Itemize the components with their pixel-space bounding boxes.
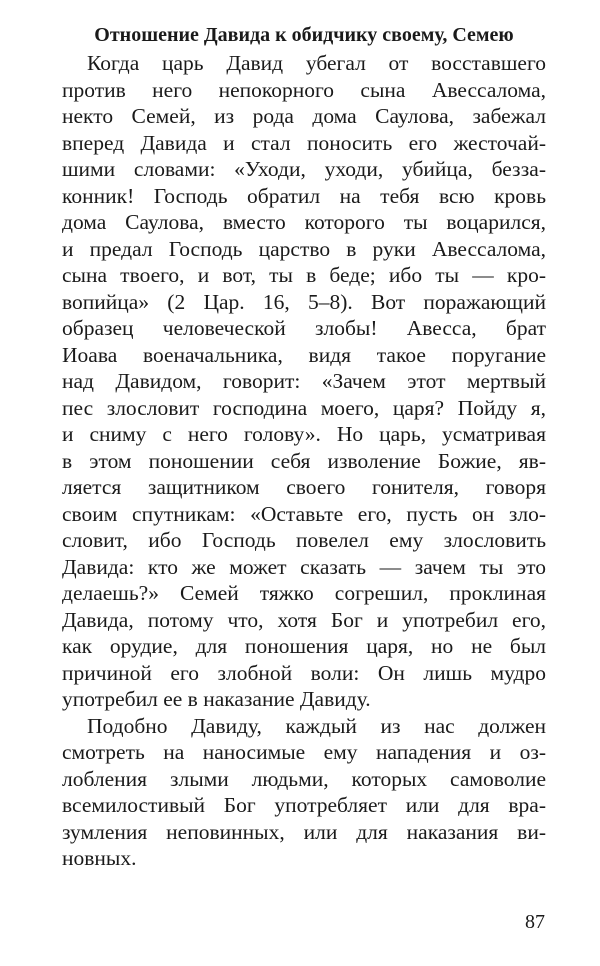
text-line: образец человеческой злобы! Авесса, брат: [62, 316, 546, 340]
text-line: некто Семей, из рода дома Саулова, забежал: [62, 104, 546, 128]
text-line: ляется защитником своего гонителя, говоря: [62, 475, 546, 499]
text-line: причиной его злобной воли: Он лишь мудро: [62, 660, 546, 685]
text-line: своим спутникам: «Оставьте его, пусть он зло-: [62, 501, 546, 526]
text-line: Давида, потому что, хотя Бог и употребил его,: [62, 607, 546, 632]
text-line: конник! Господь обратил на тебя всю кровь: [62, 183, 546, 208]
text-line: зумления неповинных, или для наказания ви-: [62, 819, 546, 844]
text-line: употребил ее в наказание Давиду.: [62, 687, 371, 711]
section-title: Отношение Давида к обидчику своему, Семею: [94, 24, 514, 46]
text-line: против него непокорного сына Авессалома,: [62, 77, 546, 102]
text-line: новных.: [62, 846, 137, 870]
text-line: сына твоего, и вот, ты в беде; ибо ты — кро-: [62, 263, 546, 287]
text-line: Давида: кто же может сказать — зачем ты это: [62, 554, 546, 579]
text-line: вперед Давида и стал поносить его жесточай-: [62, 130, 546, 155]
text-line: делаешь?» Семей тяжко согрешил, проклиная: [62, 581, 546, 605]
text-line: над Давидом, говорит: «Зачем этот мертвый: [62, 369, 546, 393]
paragraph-2: [62, 713, 546, 872]
text-line: вопийца» (2 Цар. 16, 5–8). Вот поражающий: [62, 289, 546, 314]
text-line: Иоава военачальника, видя такое поругание: [62, 342, 546, 367]
text-line: и предал Господь царство в руки Авессалома,: [62, 236, 546, 261]
text-line: шими словами: «Уходи, уходи, убийца, безза-: [62, 157, 546, 181]
text-line: пес злословит господина моего, царя? Пойду я,: [62, 395, 546, 420]
text-line: всемилостивый Бог употребляет или для вра-: [62, 793, 546, 817]
text-line: в этом поношении себя изволение Божие, яв-: [62, 448, 546, 473]
text-line: Подобно Давиду, каждый из нас должен: [87, 713, 546, 738]
paragraph-1: [62, 50, 546, 713]
text-line: как орудие, для поношения царя, но не был: [62, 634, 546, 658]
text-line: смотреть на наносимые ему нападения и оз-: [62, 740, 546, 764]
text-line: лобления злыми людьми, которых самоволие: [62, 766, 546, 791]
page-body: [62, 50, 546, 872]
page-number: 87: [525, 911, 545, 933]
text-line: и сниму с него голову». Но царь, усматривая: [62, 422, 546, 446]
text-line: дома Саулова, вместо которого ты воцарился,: [62, 210, 546, 234]
text-line: Когда царь Давид убегал от восставшего: [87, 51, 546, 75]
text-line: словит, ибо Господь повелел ему злословить: [62, 528, 546, 552]
